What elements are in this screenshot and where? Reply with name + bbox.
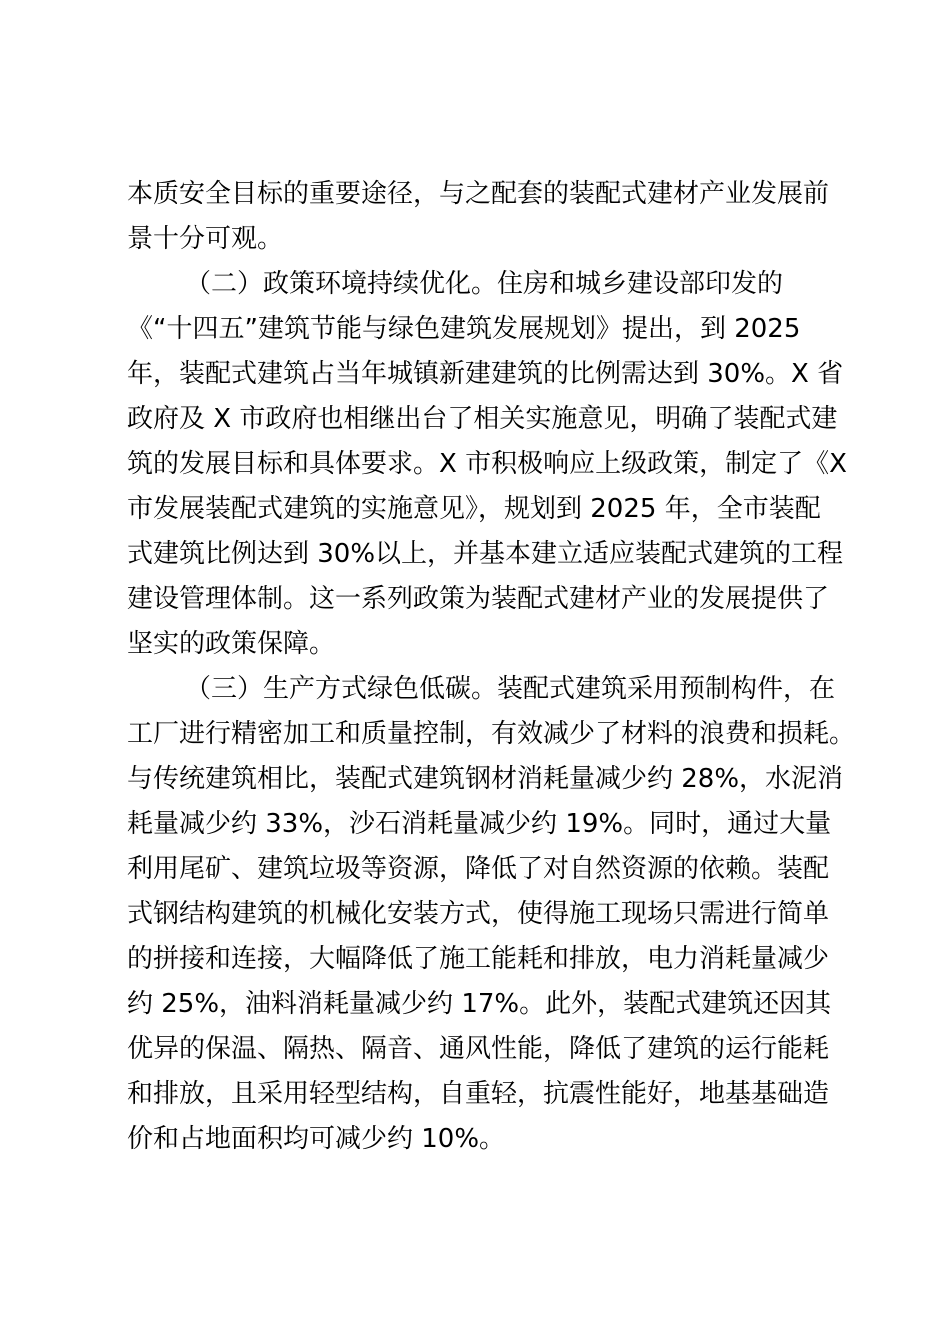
text-line: 利用尾矿、建筑垃圾等资源，降低了对自然资源的依赖。装配 bbox=[127, 854, 830, 884]
text-line: 建设管理体制。这一系列政策为装配式建材产业的发展提供了 bbox=[127, 584, 830, 614]
text-line: 景十分可观。 bbox=[127, 224, 284, 254]
text-line: 式钢结构建筑的机械化安装方式，使得施工现场只需进行简单 bbox=[127, 899, 830, 929]
text-line: 式建筑比例达到 30%以上，并基本建立适应装配式建筑的工程 bbox=[127, 539, 844, 569]
text-line: 与传统建筑相比，装配式建筑钢材消耗量减少约 28%，水泥消 bbox=[127, 764, 844, 794]
text-line: 约 25%，油料消耗量减少约 17%。此外，装配式建筑还因其 bbox=[127, 989, 832, 1019]
text-line: 筑的发展目标和具体要求。X 市积极响应上级政策，制定了《X bbox=[127, 449, 847, 479]
text-line: 工厂进行精密加工和质量控制，有效减少了材料的浪费和损耗。 bbox=[127, 719, 856, 749]
text-line: 优异的保温、隔热、隔音、通风性能，降低了建筑的运行能耗 bbox=[127, 1034, 830, 1064]
text-line: 政府及 X 市政府也相继出台了相关实施意见，明确了装配式建 bbox=[127, 404, 838, 434]
text-line: 价和占地面积均可减少约 10%。 bbox=[127, 1124, 506, 1154]
paragraph-heading-line: （二）政策环境持续优化。住房和城乡建设部印发的 bbox=[185, 269, 784, 299]
text-line: 坚实的政策保障。 bbox=[127, 629, 336, 659]
text-line: 耗量减少约 33%，沙石消耗量减少约 19%。同时，通过大量 bbox=[127, 809, 832, 839]
text-line: 的拼接和连接，大幅降低了施工能耗和排放，电力消耗量减少 bbox=[127, 944, 830, 974]
text-line: 市发展装配式建筑的实施意见》，规划到 2025 年，全市装配 bbox=[127, 494, 821, 524]
text-line: 《“十四五”建筑节能与绿色建筑发展规划》提出，到 2025 bbox=[127, 314, 801, 344]
paragraph-heading-line: （三）生产方式绿色低碳。装配式建筑采用预制构件，在 bbox=[185, 674, 836, 704]
text-line: 本质安全目标的重要途径，与之配套的装配式建材产业发展前 bbox=[127, 179, 830, 209]
text-line: 和排放，且采用轻型结构，自重轻，抗震性能好，地基基础造 bbox=[127, 1079, 830, 1109]
text-line: 年，装配式建筑占当年城镇新建建筑的比例需达到 30%。X 省 bbox=[127, 359, 844, 389]
